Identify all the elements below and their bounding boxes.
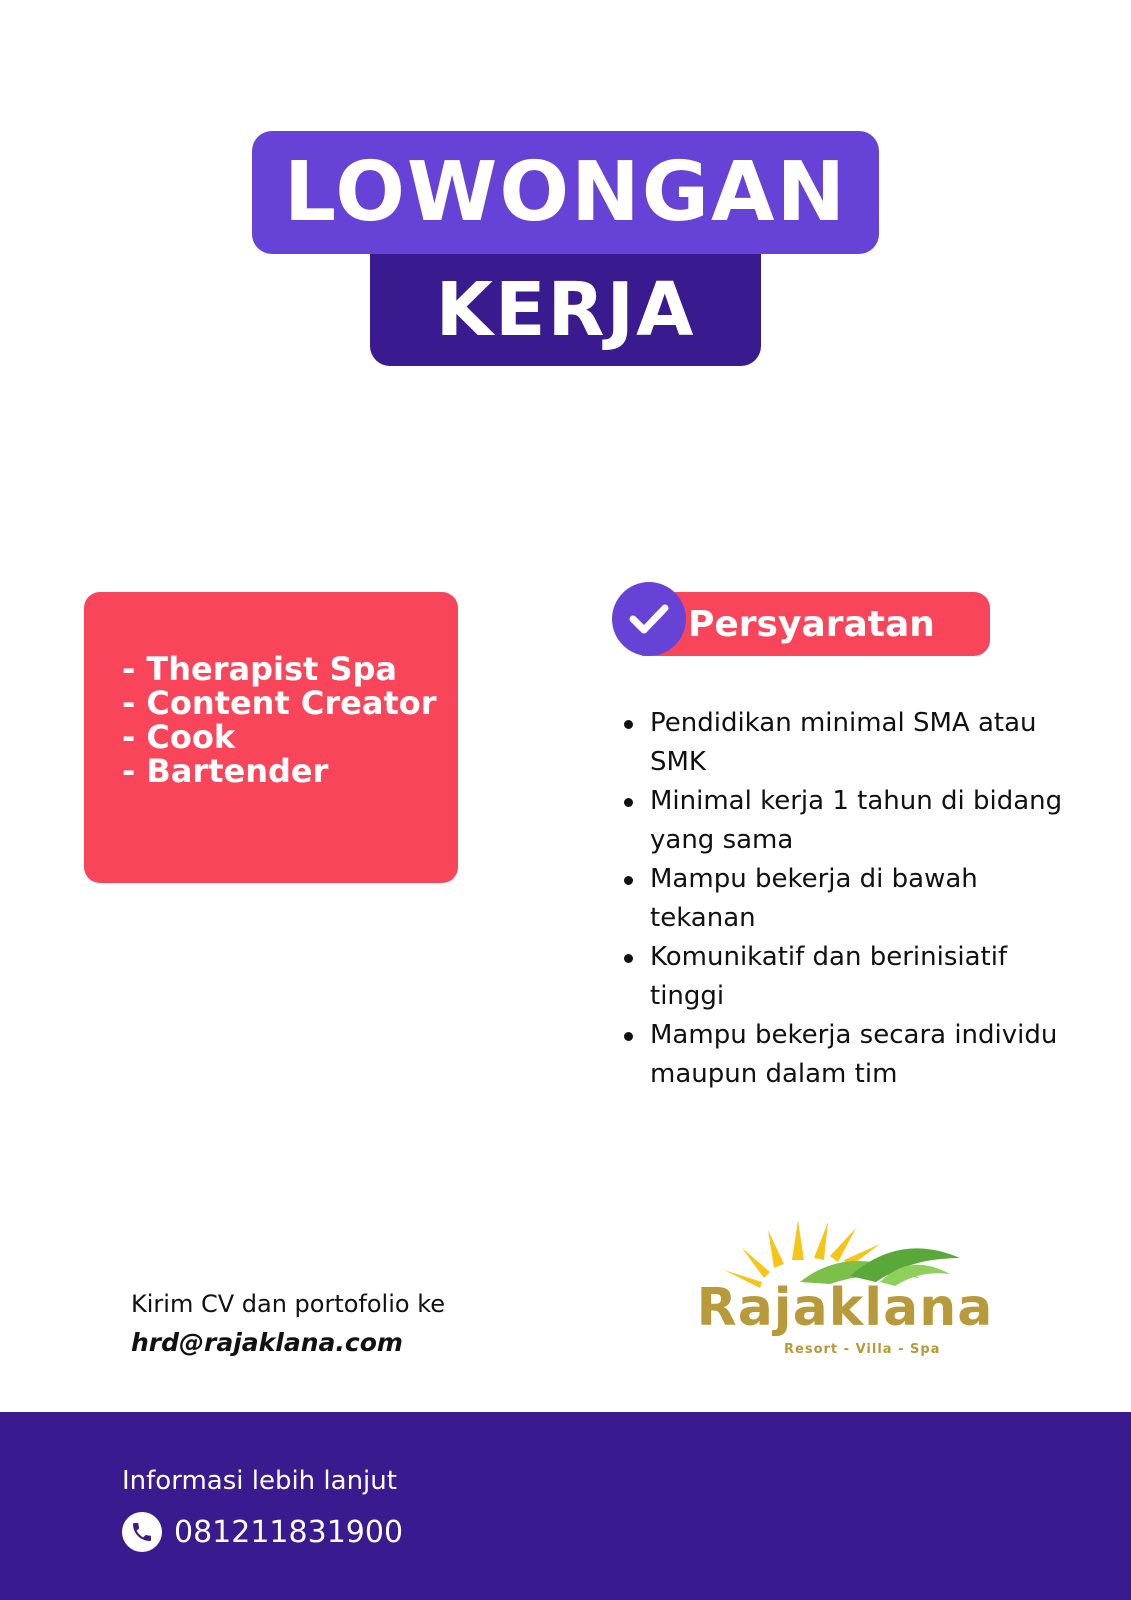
bullet-icon [624, 720, 633, 729]
logo-wordmark: Rajaklana [696, 1278, 994, 1338]
requirement-text: Pendidikan minimal SMA atau SMK [650, 708, 1037, 777]
title-line-1: LOWONGAN [252, 131, 879, 254]
phone-number: 081211831900 [174, 1514, 404, 1550]
requirement-item [622, 782, 1072, 860]
check-icon [612, 582, 686, 656]
positions-list [122, 652, 458, 788]
requirements-list [622, 704, 1072, 1094]
phone-icon [122, 1512, 162, 1552]
title-line-2: KERJA [370, 254, 761, 366]
rajaklana-logo [680, 1212, 1010, 1362]
footer [0, 1412, 1131, 1600]
bullet-icon [624, 876, 633, 885]
requirement-text: Komunikatif dan berinisiatif tinggi [650, 942, 1008, 1011]
phone-contact[interactable] [122, 1512, 403, 1552]
requirement-item [622, 938, 1072, 1016]
position-item: - Bartender [122, 752, 329, 790]
requirement-text: Mampu bekerja secara individu maupun dalam tim [650, 1020, 1058, 1089]
footer-info-label: Informasi lebih lanjut [122, 1466, 397, 1496]
bullet-icon [624, 1032, 633, 1041]
position-item: - Cook [122, 718, 236, 756]
cv-instruction: Kirim CV dan portofolio ke [131, 1290, 446, 1318]
requirements-heading: Persyaratan [688, 603, 935, 645]
position-item: - Content Creator [122, 684, 437, 722]
bullet-icon [624, 954, 633, 963]
positions-card [84, 592, 458, 883]
requirement-item [622, 860, 1072, 938]
logo-subtitle: Resort - Villa - Spa [784, 1342, 941, 1357]
position-item: - Therapist Spa [122, 650, 398, 688]
requirement-text: Mampu bekerja di bawah tekanan [650, 864, 978, 933]
requirement-item [622, 1016, 1072, 1094]
requirement-item [622, 704, 1072, 782]
requirement-text: Minimal kerja 1 tahun di bidang yang sama [650, 786, 1063, 855]
email-link[interactable]: hrd@rajaklana.com [131, 1328, 403, 1357]
bullet-icon [624, 798, 633, 807]
